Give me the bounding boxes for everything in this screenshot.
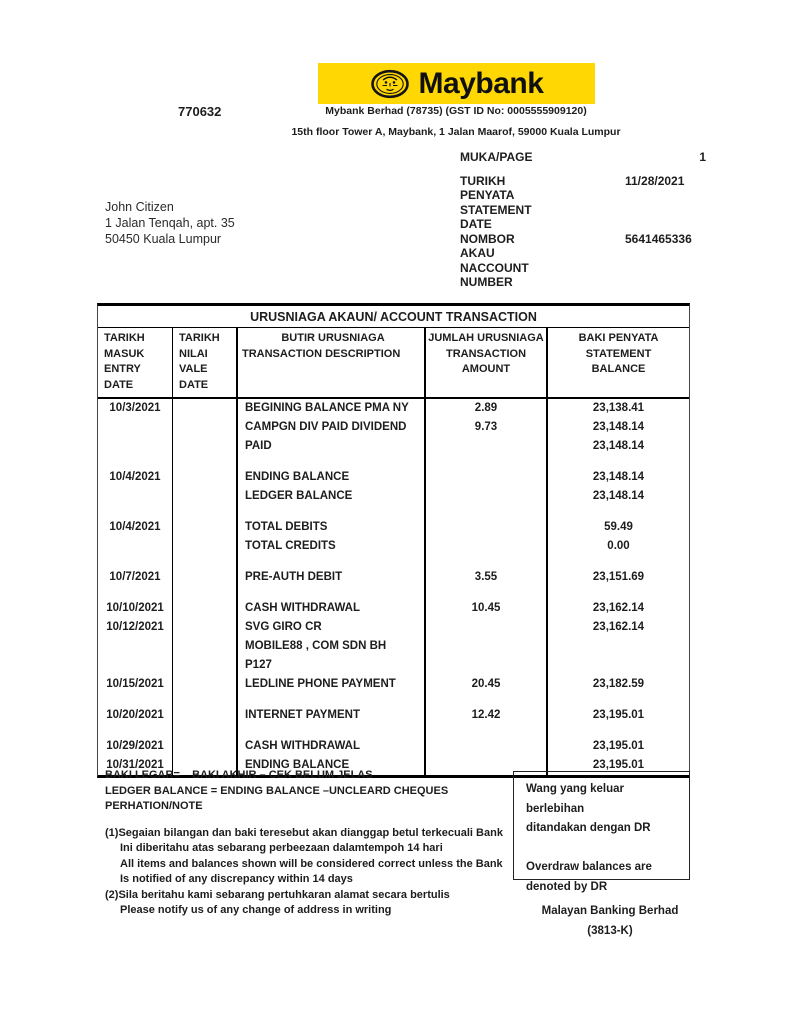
- note-line: PERHATION/NOTE: [105, 800, 203, 812]
- statement-ref-number: 770632: [178, 104, 222, 119]
- table-row: [98, 468, 689, 487]
- cell-description: LEDGER BALANCE: [238, 487, 426, 506]
- cell-entry-date: 10/29/2021: [98, 737, 173, 756]
- cell-amount: [426, 537, 548, 556]
- meta-value: 11/28/2021: [625, 173, 685, 188]
- cell-amount: 20.45: [426, 675, 548, 694]
- cell-balance: [548, 656, 689, 675]
- cell-description: P127: [238, 656, 426, 675]
- cell-value-date: [173, 656, 238, 675]
- header-cell-amount: JUMLAH URUSNIAGA TRANSACTION AMOUNT: [426, 328, 548, 397]
- cell-amount: [426, 656, 548, 675]
- meta-label: AKAU: [460, 246, 495, 260]
- cell-amount: 12.42: [426, 706, 548, 725]
- header-cell-description: BUTIR URUSNIAGA TRANSACTION DESCRIPTION: [238, 328, 426, 397]
- table-row: [98, 725, 689, 737]
- table-row: [98, 706, 689, 725]
- table-row: [98, 568, 689, 587]
- note-line: BAKI LEGAR= BAKI AKHIR – CEK BELUM JELAS: [105, 769, 373, 781]
- cell-value-date: [173, 737, 238, 756]
- cell-amount: 2.89: [426, 399, 548, 418]
- meta-label: STATEMENT: [460, 202, 532, 217]
- table-row: [98, 487, 689, 506]
- meta-label: NACCOUNT: [460, 260, 529, 275]
- cell-value-date: [173, 456, 238, 468]
- table-row: [98, 587, 689, 599]
- table-header: [98, 328, 689, 399]
- cell-description: ENDING BALANCE: [238, 756, 426, 775]
- cell-value-date: [173, 418, 238, 437]
- dr-notice-line: ditandakan dengan DR: [526, 822, 651, 834]
- cell-balance: 59.49: [604, 521, 633, 533]
- cell-entry-date: [98, 537, 173, 556]
- cell-entry-date: 10/31/2021: [98, 756, 173, 775]
- cell-balance: 23,162.14: [592, 602, 645, 614]
- recipient-name: John Citizen: [105, 200, 174, 214]
- cell-amount: [426, 468, 548, 487]
- meta-label: PENYATA: [460, 188, 515, 202]
- cell-value-date: [173, 637, 238, 656]
- cell-entry-date: 10/10/2021: [98, 599, 173, 618]
- cell-entry-date: [98, 437, 173, 456]
- cell-balance: 23,151.69: [592, 571, 645, 583]
- cell-amount: [426, 506, 548, 518]
- bank-signature: [530, 901, 690, 941]
- cell-value-date: [173, 487, 238, 506]
- recipient-address-line1: 1 Jalan Tenqah, apt. 35: [105, 216, 235, 230]
- cell-balance: 0.00: [607, 540, 630, 552]
- cell-amount: [426, 518, 548, 537]
- maybank-logo: [318, 63, 595, 104]
- header-cell-balance: BAKI PENYATA STATEMENT BALANCE: [578, 332, 659, 375]
- cell-description: PAID: [238, 437, 426, 456]
- cell-value-date: [173, 518, 238, 537]
- table-row: [98, 437, 689, 456]
- dr-notice-line: [526, 839, 683, 859]
- meta-row: [460, 217, 708, 232]
- meta-value: 1: [699, 150, 706, 164]
- meta-value: 5641465336: [625, 231, 692, 246]
- cell-entry-date: 10/12/2021: [98, 618, 173, 637]
- cell-amount: [426, 637, 548, 656]
- cell-value-date: [173, 725, 238, 737]
- table-title: URUSNIAGA AKAUN/ ACCOUNT TRANSACTION: [98, 306, 689, 328]
- cell-description: LEDLINE PHONE PAYMENT: [238, 675, 426, 694]
- cell-entry-date: 10/3/2021: [98, 399, 173, 418]
- table-row: [98, 618, 689, 637]
- cell-value-date: [173, 706, 238, 725]
- cell-description: [238, 456, 426, 468]
- footer-notes: [105, 768, 505, 919]
- table-row: [98, 675, 689, 694]
- cell-balance: [548, 556, 689, 568]
- table-row: [98, 694, 689, 706]
- note-line: All items and balances shown will be considered correct unless the Bank: [120, 857, 503, 870]
- cell-balance: 23,148.14: [592, 490, 645, 502]
- dr-notice-line: Wang yang keluar berlebihan: [526, 783, 624, 815]
- cell-amount: [426, 694, 548, 706]
- cell-balance: 23,148.14: [592, 421, 645, 433]
- meta-label: NUMBER: [460, 275, 513, 289]
- table-row: [98, 556, 689, 568]
- cell-balance: [548, 637, 689, 656]
- table-row: [98, 418, 689, 437]
- cell-value-date: [173, 618, 238, 637]
- transaction-table: [97, 303, 690, 778]
- cell-entry-date: [98, 487, 173, 506]
- meta-row: [460, 188, 708, 203]
- signature-company-number: (3813-K): [587, 925, 633, 937]
- cell-description: TOTAL CREDITS: [238, 537, 426, 556]
- cell-entry-date: [98, 506, 173, 518]
- cell-balance: 23,162.14: [592, 621, 645, 633]
- cell-value-date: [173, 468, 238, 487]
- meta-row: [460, 203, 708, 218]
- meta-row: [460, 261, 708, 276]
- cell-balance: 23,195.01: [592, 759, 645, 771]
- table-row: [98, 399, 689, 418]
- cell-balance: [548, 587, 689, 599]
- cell-balance: [548, 506, 689, 518]
- cell-description: CASH WITHDRAWAL: [238, 737, 426, 756]
- cell-value-date: [173, 506, 238, 518]
- dr-notice-line: Overdraw balances are: [526, 861, 652, 873]
- cell-entry-date: [98, 725, 173, 737]
- meta-label: TURIKH: [460, 173, 506, 188]
- statement-meta-panel: [460, 150, 708, 290]
- meta-value: [625, 246, 708, 261]
- table-row: [98, 537, 689, 556]
- table-body: [98, 399, 689, 775]
- cell-value-date: [173, 675, 238, 694]
- cell-balance: 23,195.01: [592, 740, 645, 752]
- cell-entry-date: 10/7/2021: [98, 568, 173, 587]
- table-row: [98, 456, 689, 468]
- cell-description: MOBILE88 , COM SDN BH: [238, 637, 426, 656]
- cell-entry-date: [98, 418, 173, 437]
- note-line: (2)Sila beritahu kami sebarang pertuhkaran alamat secara bertulis: [105, 888, 450, 901]
- cell-description: [238, 725, 426, 737]
- cell-entry-date: 10/4/2021: [98, 468, 173, 487]
- cell-amount: [426, 487, 548, 506]
- note-line: Ini diberitahu atas sebarang perbeezaan dalamtempoh 14 hari: [120, 842, 443, 854]
- note-line: Please notify us of any change of address in writing: [120, 904, 392, 916]
- cell-entry-date: 10/15/2021: [98, 675, 173, 694]
- table-row: [98, 637, 689, 656]
- meta-value: [625, 188, 708, 203]
- meta-value: [625, 261, 708, 276]
- table-row: [98, 656, 689, 675]
- cell-description: INTERNET PAYMENT: [238, 706, 426, 725]
- cell-entry-date: 10/20/2021: [98, 706, 173, 725]
- cell-description: TOTAL DEBITS: [238, 518, 426, 537]
- cell-value-date: [173, 556, 238, 568]
- bank-address-line: 15th floor Tower A, Maybank, 1 Jalan Maarof, 59000 Kuala Lumpur: [291, 126, 621, 138]
- cell-balance: 23,148.14: [592, 440, 645, 452]
- cell-entry-date: [98, 456, 173, 468]
- cell-amount: [426, 437, 548, 456]
- cell-amount: [426, 587, 548, 599]
- meta-row: [460, 150, 708, 165]
- cell-balance: 23,148.14: [592, 471, 645, 483]
- cell-description: BEGINING BALANCE PMA NY: [238, 399, 426, 418]
- meta-label: NOMBOR: [460, 231, 515, 246]
- cell-balance: 23,195.01: [592, 709, 645, 721]
- cell-amount: [426, 556, 548, 568]
- meta-row: [460, 174, 708, 189]
- cell-description: PRE-AUTH DEBIT: [238, 568, 426, 587]
- note-line: Is notified of any discrepancy within 14 days: [120, 873, 353, 885]
- signature-company-name: Malayan Banking Berhad: [541, 905, 679, 917]
- dr-notice-line: denoted by DR: [526, 880, 608, 893]
- cell-amount: 10.45: [426, 599, 548, 618]
- cell-value-date: [173, 399, 238, 418]
- cell-description: [238, 694, 426, 706]
- cell-description: SVG GIRO CR: [238, 618, 426, 637]
- note-line: LEDGER BALANCE = ENDING BALANCE –UNCLEARD CHEQUES: [105, 784, 449, 797]
- table-row: [98, 737, 689, 756]
- cell-balance: [548, 694, 689, 706]
- cell-description: [238, 587, 426, 599]
- cell-amount: 9.73: [426, 418, 548, 437]
- header-cell-value-date: TARIKH NILAI VALE DATE: [173, 328, 238, 397]
- cell-description: CASH WITHDRAWAL: [238, 599, 426, 618]
- table-row: [98, 599, 689, 618]
- meta-row: [460, 232, 708, 247]
- cell-value-date: [173, 599, 238, 618]
- header-cell-entry-date: TARIKH MASUK ENTRY DATE: [98, 328, 173, 397]
- cell-entry-date: [98, 587, 173, 599]
- table-row: [98, 518, 689, 537]
- cell-entry-date: [98, 556, 173, 568]
- meta-value: [625, 275, 708, 290]
- cell-balance: [548, 725, 689, 737]
- meta-value: [625, 203, 708, 218]
- cell-value-date: [173, 537, 238, 556]
- recipient-address-line2: 50450 Kuala Lumpur: [105, 232, 222, 246]
- cell-amount: [426, 725, 548, 737]
- cell-description: [238, 506, 426, 518]
- table-row: [98, 506, 689, 518]
- cell-amount: [426, 618, 548, 637]
- cell-value-date: [173, 568, 238, 587]
- cell-balance: 23,138.41: [592, 402, 645, 414]
- cell-value-date: [173, 587, 238, 599]
- cell-amount: 3.55: [426, 568, 548, 587]
- maybank-wordmark: Maybank: [418, 66, 544, 100]
- maybank-tiger-icon: [370, 69, 410, 99]
- cell-entry-date: [98, 694, 173, 706]
- recipient-address-block: [105, 199, 235, 247]
- cell-description: ENDING BALANCE: [238, 468, 426, 487]
- cell-amount: [426, 456, 548, 468]
- meta-row: [460, 275, 708, 290]
- cell-balance: 23,182.59: [592, 678, 645, 690]
- cell-description: CAMPGN DIV PAID DIVIDEND: [238, 418, 426, 437]
- note-line: (1)Segaian bilangan dan baki teresebut akan dianggap betul terkecuali Bank: [105, 826, 503, 839]
- cell-balance: [548, 456, 689, 468]
- meta-label: MUKA/PAGE: [460, 150, 533, 164]
- meta-value: [625, 217, 708, 232]
- dr-notice-box: [513, 771, 690, 893]
- cell-entry-date: [98, 656, 173, 675]
- cell-amount: [426, 737, 548, 756]
- cell-value-date: [173, 437, 238, 456]
- cell-description: [238, 556, 426, 568]
- cell-entry-date: [98, 637, 173, 656]
- cell-value-date: [173, 694, 238, 706]
- cell-entry-date: 10/4/2021: [98, 518, 173, 537]
- meta-label: DATE: [460, 217, 492, 231]
- meta-row: [460, 246, 708, 261]
- bank-registration-line: Mybank Berhad (78735) (GST ID No: 0005555909120): [325, 105, 587, 117]
